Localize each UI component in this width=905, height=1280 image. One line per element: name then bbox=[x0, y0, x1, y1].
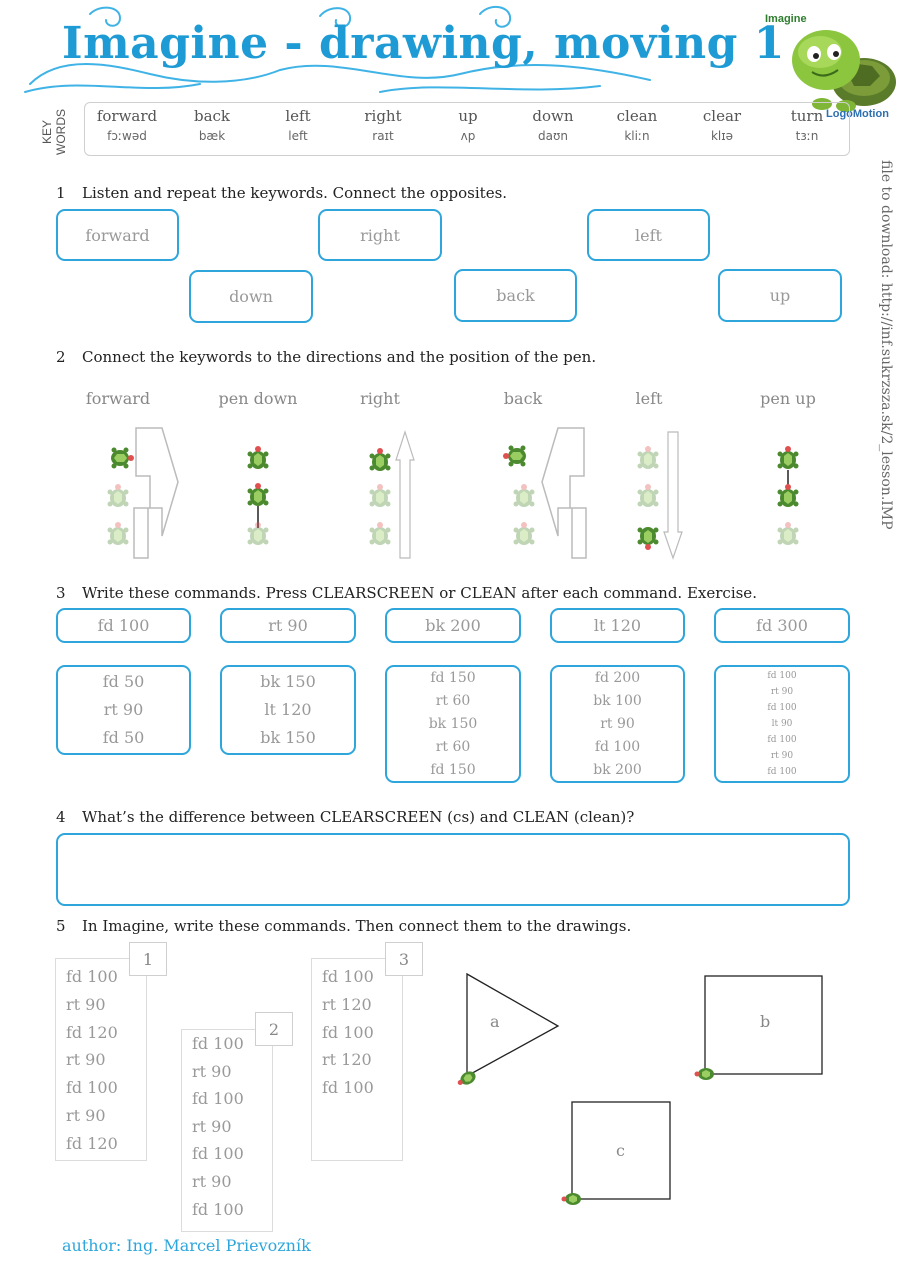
opposite-box-right[interactable]: right bbox=[318, 209, 442, 261]
command-box[interactable]: fd 300 bbox=[714, 608, 850, 643]
command-list-2: fd 100 rt 90 fd 100 rt 90 fd 100 rt 90 fd 100 bbox=[181, 1029, 273, 1232]
opposite-box-forward[interactable]: forward bbox=[56, 209, 179, 261]
command-list-1: fd 100 rt 90 fd 120 rt 90 fd 100 rt 90 fd 120 bbox=[55, 958, 147, 1161]
section-3-heading: 3 Write these commands. Press CLEARSCREEN or CLEAN after each command. Exercise. bbox=[56, 584, 757, 602]
direction-label-right: right bbox=[360, 389, 400, 408]
command-box[interactable]: bk 200 bbox=[385, 608, 521, 643]
command-box[interactable]: rt 90 bbox=[220, 608, 356, 643]
drawing-c bbox=[562, 1102, 671, 1205]
direction-label-forward: forward bbox=[85, 389, 151, 408]
logo-bottom-text: LogoMotion bbox=[826, 108, 889, 120]
section-4-heading: 4 What’s the difference between CLEARSCREEN (cs) and CLEAN (clean)? bbox=[56, 808, 635, 826]
download-url: file to download: http://inf.sukrzsza.sk/2_lesson.IMP bbox=[878, 160, 894, 530]
command-list-3: fd 100 rt 120 fd 100 rt 120 fd 100 bbox=[311, 958, 403, 1161]
command-box[interactable]: lt 120 bbox=[550, 608, 685, 643]
keyword-item: down daʊn bbox=[532, 107, 574, 143]
opposite-box-back[interactable]: back bbox=[454, 269, 577, 322]
keywords-box bbox=[84, 102, 850, 156]
keyword-item: turn tɜːn bbox=[790, 107, 824, 143]
turtle-icon bbox=[111, 448, 134, 469]
direction-label-back: back bbox=[503, 389, 543, 408]
opposite-box-down[interactable]: down bbox=[189, 270, 313, 323]
command-sequence-box[interactable]: bk 150 lt 120 bk 150 bbox=[220, 665, 356, 755]
list-number-tag: 2 bbox=[255, 1012, 293, 1046]
list-number-tag: 1 bbox=[129, 942, 167, 976]
command-sequence-box[interactable]: fd 150 rt 60 bk 150 rt 60 fd 150 bbox=[385, 665, 521, 783]
list-number-tag: 3 bbox=[385, 942, 423, 976]
page-title: Imagine - drawing, moving 1 bbox=[62, 18, 785, 69]
keyword-item: left left bbox=[285, 107, 311, 143]
keyword-item: up ʌp bbox=[458, 107, 478, 143]
opposite-box-left[interactable]: left bbox=[587, 209, 710, 261]
turtle-drawings bbox=[440, 960, 850, 1210]
command-sequence-box[interactable]: fd 200 bk 100 rt 90 fd 100 bk 200 bbox=[550, 665, 685, 783]
command-sequence-box[interactable]: fd 50 rt 90 fd 50 bbox=[56, 665, 191, 755]
answer-field[interactable] bbox=[56, 833, 850, 906]
drawing-label-a: a bbox=[490, 1012, 500, 1031]
direction-label-pen-up: pen up bbox=[760, 389, 816, 408]
keyword-item: right raɪt bbox=[364, 107, 402, 143]
drawing-a bbox=[455, 974, 558, 1089]
section-1-heading: 1 Listen and repeat the keywords. Connect the opposites. bbox=[56, 184, 508, 202]
section-2-heading: 2 Connect the keywords to the directions and the position of the pen. bbox=[56, 348, 597, 366]
drawing-b bbox=[695, 976, 823, 1080]
keywords-label: KEY WORDS bbox=[40, 109, 68, 155]
direction-illustrations bbox=[0, 420, 905, 570]
opposite-box-up[interactable]: up bbox=[718, 269, 842, 322]
drawing-label-b: b bbox=[760, 1012, 771, 1031]
direction-label-pen-down: pen down bbox=[218, 389, 298, 408]
logo-top-text: Imagine bbox=[765, 13, 807, 25]
keyword-item: clean kliːn bbox=[616, 107, 658, 143]
keyword-item: back bæk bbox=[193, 107, 231, 143]
direction-label-left: left bbox=[635, 389, 663, 408]
drawing-label-c: c bbox=[616, 1141, 625, 1160]
command-sequence-box[interactable]: fd 100 rt 90 fd 100 lt 90 fd 100 rt 90 fd 100 bbox=[714, 665, 850, 783]
command-box[interactable]: fd 100 bbox=[56, 608, 191, 643]
section-5-heading: 5 In Imagine, write these commands. Then connect them to the drawings. bbox=[56, 917, 632, 935]
keyword-item: clear klɪə bbox=[702, 107, 742, 143]
author-credit: author: Ing. Marcel Prievozník bbox=[62, 1236, 311, 1255]
keyword-item: forward fɔːwəd bbox=[96, 107, 158, 143]
